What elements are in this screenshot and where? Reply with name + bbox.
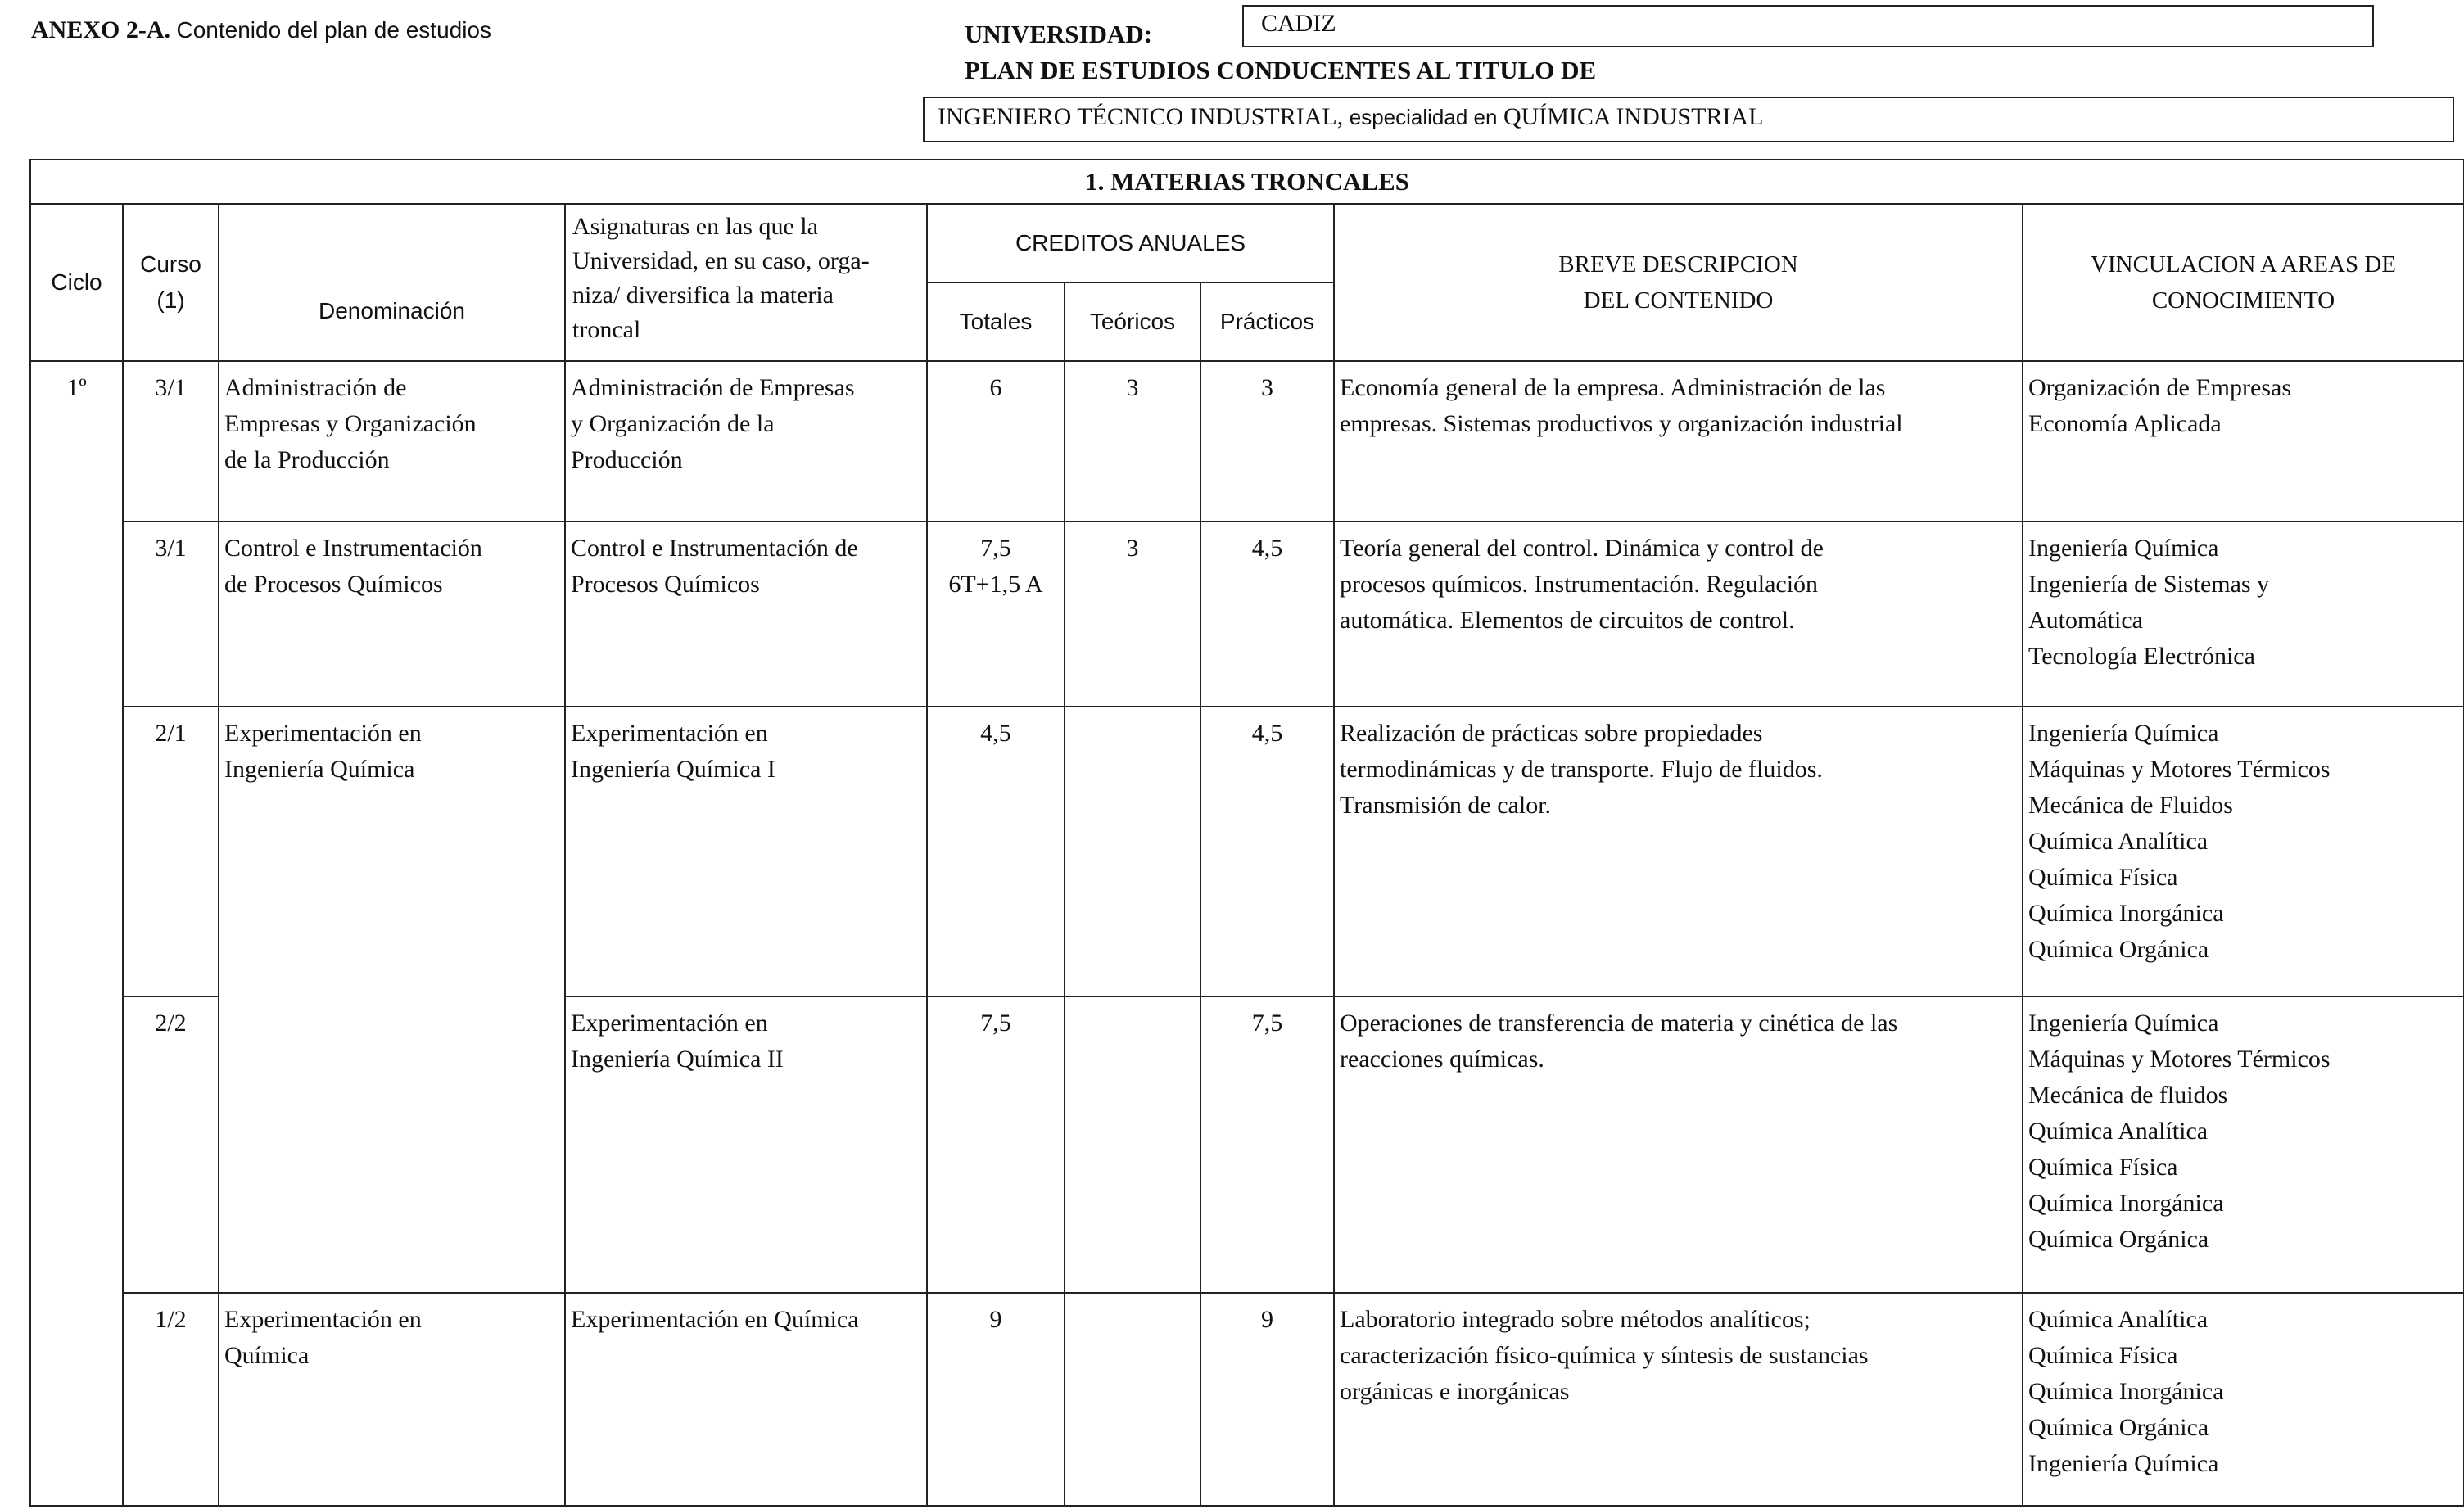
practicos-cell: 4,5 <box>1200 522 1334 707</box>
practicos-cell: 9 <box>1200 1293 1334 1506</box>
areas-cell: Organización de Empresas Economía Aplicada <box>2023 361 2464 522</box>
totales-cell: 6 <box>927 361 1065 522</box>
denominacion-cell: Control e Instrumentación de Procesos Químicos <box>219 522 565 707</box>
totales-cell: 7,5 6T+1,5 A <box>927 522 1065 707</box>
teoricos-cell: 3 <box>1065 522 1200 707</box>
curso-cell: 3/1 <box>123 361 219 522</box>
header-descripcion: BREVE DESCRIPCION DEL CONTENIDO <box>1334 204 2023 361</box>
degree-main: INGENIERO TÉCNICO INDUSTRIAL, <box>938 103 1344 130</box>
totales-cell: 4,5 <box>927 707 1065 996</box>
curso-cell: 2/1 <box>123 707 219 996</box>
header-creditos: CREDITOS ANUALES <box>927 204 1334 282</box>
degree-spec: especialidad en <box>1349 105 1498 129</box>
table-row <box>30 522 2464 707</box>
degree-field: QUÍMICA INDUSTRIAL <box>1503 103 1764 130</box>
teoricos-cell <box>1065 996 1200 1293</box>
annex-description: Contenido del plan de estudios <box>176 17 492 43</box>
asignatura-cell: Administración de Empresas y Organización de la Producción <box>565 361 927 522</box>
header-curso: Curso (1) <box>123 204 219 361</box>
descripcion-cell: Teoría general del control. Dinámica y control de procesos químicos. Instrumentación. Regulación automática. Elementos de circuitos de control. <box>1334 522 2023 707</box>
university-label: UNIVERSIDAD: <box>965 20 1153 48</box>
university-box <box>1242 5 2374 47</box>
descripcion-cell: Operaciones de transferencia de materia y cinética de las reacciones químicas. <box>1334 996 2023 1293</box>
practicos-cell: 7,5 <box>1200 996 1334 1293</box>
header-asignaturas: Asignaturas en las que la Universidad, en su caso, orga- niza/ diversifica la materia troncal <box>565 204 927 361</box>
areas-cell: Ingeniería Química Ingeniería de Sistemas y Automática Tecnología Electrónica <box>2023 522 2464 707</box>
annex-label: ANEXO 2-A. <box>31 16 170 43</box>
areas-cell: Química Analítica Química Física Química Inorgánica Química Orgánica Ingeniería Química <box>2023 1293 2464 1506</box>
descripcion-cell: Economía general de la empresa. Administración de las empresas. Sistemas productivos y organización industrial <box>1334 361 2023 522</box>
section-title: 1. MATERIAS TRONCALES <box>30 160 2464 204</box>
denominacion-cell: Administración de Empresas y Organización de la Producción <box>219 361 565 522</box>
header-totales: Totales <box>927 282 1065 361</box>
asignatura-cell: Control e Instrumentación de Procesos Químicos <box>565 522 927 707</box>
degree-title <box>938 103 1763 131</box>
plan-title: PLAN DE ESTUDIOS CONDUCENTES AL TITULO DE <box>965 56 1597 84</box>
university-value: CADIZ <box>1261 10 1336 37</box>
areas-cell: Ingeniería Química Máquinas y Motores Térmicos Mecánica de fluidos Química Analítica Química Física Química Inorgánica Química Orgánica <box>2023 996 2464 1293</box>
troncales-table <box>29 159 2464 1507</box>
table-row <box>30 707 2464 996</box>
annex-heading <box>31 16 491 44</box>
practicos-cell: 3 <box>1200 361 1334 522</box>
asignatura-cell: Experimentación en Ingeniería Química II <box>565 996 927 1293</box>
header-ciclo: Ciclo <box>30 204 123 361</box>
asignatura-cell: Experimentación en Ingeniería Química I <box>565 707 927 996</box>
teoricos-cell <box>1065 1293 1200 1506</box>
descripcion-cell: Laboratorio integrado sobre métodos analíticos; caracterización físico-química y síntesis de sustancias orgánicas e inorgánicas <box>1334 1293 2023 1506</box>
totales-cell: 9 <box>927 1293 1065 1506</box>
denominacion-cell: Experimentación en Ingeniería Química <box>219 707 565 1293</box>
descripcion-cell: Realización de prácticas sobre propiedades termodinámicas y de transporte. Flujo de fluidos. Transmisión de calor. <box>1334 707 2023 996</box>
table-row <box>30 361 2464 522</box>
table-row <box>30 1293 2464 1506</box>
curso-cell: 3/1 <box>123 522 219 707</box>
areas-cell: Ingeniería Química Máquinas y Motores Térmicos Mecánica de Fluidos Química Analítica Química Física Química Inorgánica Química Orgánica <box>2023 707 2464 996</box>
curso-cell: 2/2 <box>123 996 219 1293</box>
header-practicos: Prácticos <box>1200 282 1334 361</box>
teoricos-cell <box>1065 707 1200 996</box>
teoricos-cell: 3 <box>1065 361 1200 522</box>
ciclo-value: 1º <box>30 361 123 1506</box>
header-teoricos: Teóricos <box>1065 282 1200 361</box>
header-vinculacion: VINCULACION A AREAS DE CONOCIMIENTO <box>2023 204 2464 361</box>
asignatura-cell: Experimentación en Química <box>565 1293 927 1506</box>
practicos-cell: 4,5 <box>1200 707 1334 996</box>
denominacion-cell: Experimentación en Química <box>219 1293 565 1506</box>
header-denominacion: Denominación <box>219 204 565 361</box>
curso-cell: 1/2 <box>123 1293 219 1506</box>
totales-cell: 7,5 <box>927 996 1065 1293</box>
